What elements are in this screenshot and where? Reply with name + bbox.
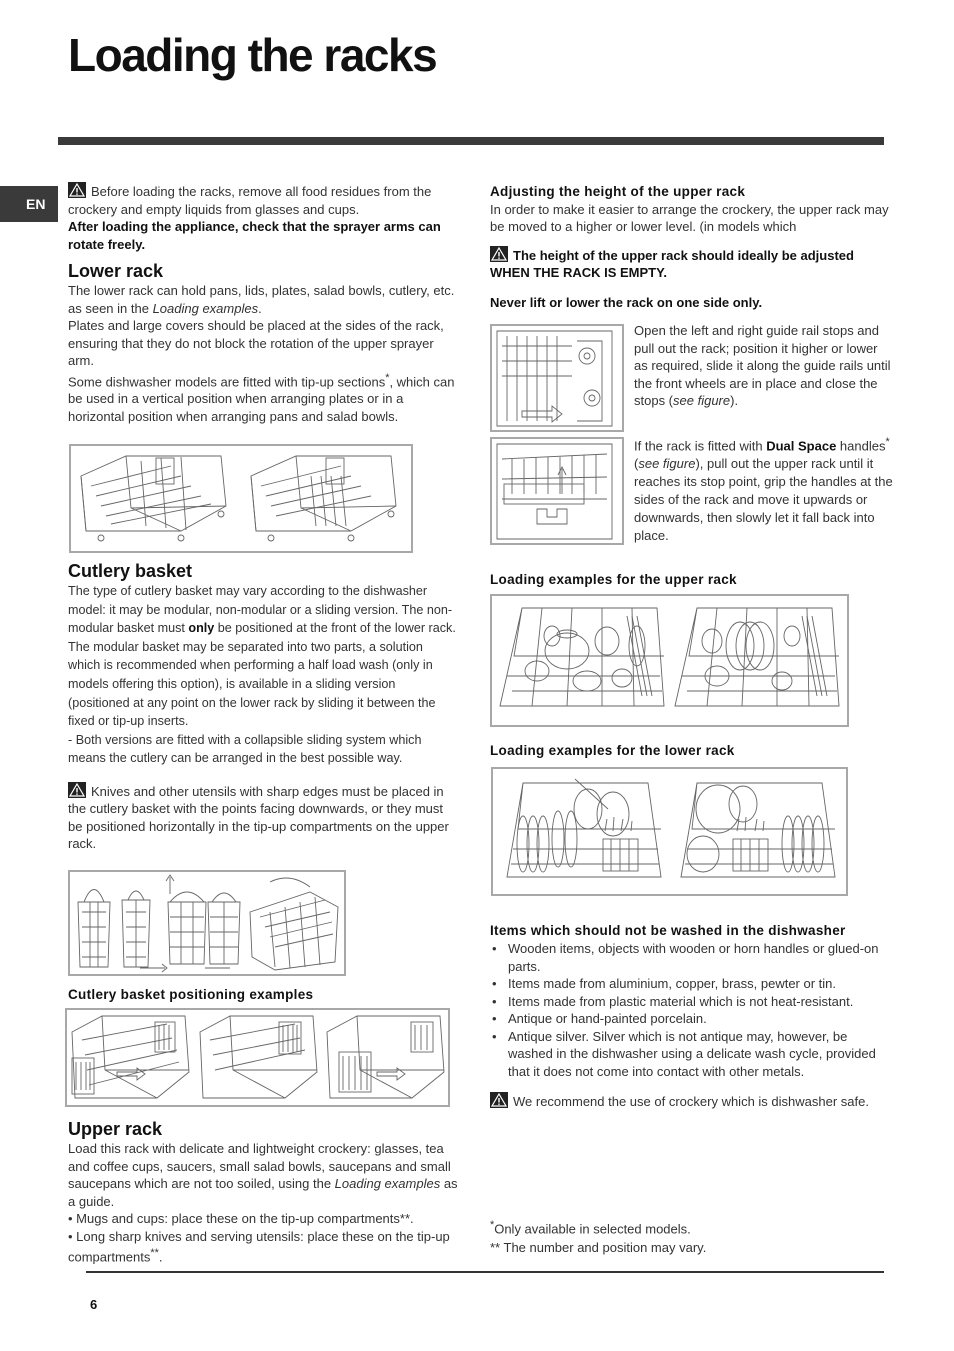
cutlery-text: The modular basket may be separated into two parts, a solution which is recommended when performing a half load wash (only in models offering this option), is available in a sliding version (positioned at any point on the lower rack by sliding it between the fixed or tip-up inserts. bbox=[68, 639, 436, 729]
footnote-text: The number and position may vary. bbox=[500, 1240, 707, 1256]
warning-triangle-icon bbox=[68, 182, 86, 198]
list-item: • Wooden items, objects with wooden or horn handles or glued-on parts. bbox=[490, 940, 890, 975]
upper-rack-heading: Upper rack bbox=[68, 1119, 163, 1139]
lower-rack-figure bbox=[69, 444, 413, 553]
cutlery-bold: only bbox=[188, 621, 215, 636]
adjust-fig2-text: handles bbox=[836, 438, 886, 454]
cutlery-warning: Knives and other utensils with sharp edges must be placed in the cutlery basket with the points facing downwards, or they must be positioned horizontally in the tip-up compartments on the upper rack. bbox=[68, 783, 449, 852]
footer-rule bbox=[86, 1271, 884, 1273]
adjust-fig2-em: see figure bbox=[638, 456, 696, 472]
dual-space-text bbox=[634, 433, 894, 545]
upper-rack-em: Loading examples bbox=[334, 1176, 441, 1191]
lower-rack-examples-figure bbox=[491, 767, 848, 896]
warning-triangle-icon bbox=[490, 246, 508, 262]
loading-lower-heading-wrap bbox=[490, 742, 890, 760]
not-washed-list bbox=[490, 940, 890, 1080]
footnote-star: * bbox=[885, 436, 890, 448]
lower-rack-text: Some dishwasher models are fitted with tip-up sections bbox=[68, 373, 386, 389]
adjust-fig2-bold: Dual Space bbox=[766, 438, 837, 454]
upper-rack-text: Load this rack with delicate and lightweight crockery: glasses, tea and coffee cups, saucers, small salad bowls, saucepans and small saucepans which are not too soiled, using the bbox=[68, 1141, 451, 1191]
list-item: • Antique or hand-painted porcelain. bbox=[490, 1010, 890, 1028]
adjust-text: In order to make it easier to arrange the crockery, the upper rack may be moved to a higher or lower level. (in models which bbox=[490, 201, 889, 234]
adjust-fig1-em: see figure bbox=[673, 393, 731, 408]
adjust-section bbox=[490, 183, 890, 311]
cutlery-section bbox=[68, 560, 458, 853]
warning-triangle-icon bbox=[68, 782, 86, 798]
cutlery-heading: Cutlery basket bbox=[68, 561, 193, 581]
upper-rack-bullet: • Long sharp knives and serving utensils: place these on the tip-up compartments bbox=[68, 1228, 450, 1265]
language-tab: EN bbox=[0, 186, 58, 222]
footnote-star: * bbox=[385, 371, 390, 384]
cutlery-text: be positioned at the front of the lower rack. bbox=[214, 621, 456, 636]
lower-rack-heading: Lower rack bbox=[68, 261, 164, 281]
adjust-warning: The height of the upper rack should ideally be adjusted WHEN THE RACK IS EMPTY. bbox=[490, 247, 854, 280]
footnote-text: Only available in selected models. bbox=[494, 1221, 691, 1237]
intro-block bbox=[68, 182, 456, 253]
lower-rack-section bbox=[68, 260, 458, 425]
list-item: • Antique silver. Silver which is not antique may, however, be washed in the dishwasher using a delicate wash cycle, provided that it does not come into contact with other metals. bbox=[490, 1028, 890, 1081]
recommend-text: We recommend the use of crockery which is dishwasher safe. bbox=[513, 1094, 869, 1109]
adjust-never: Never lift or lower the rack on one side only. bbox=[490, 294, 763, 310]
adjust-fig1-text: Open the left and right guide rail stops and pull out the rack; position it higher or lower as required, slide it along the guide rails until the front wheels are in place and close the stops ( bbox=[634, 323, 891, 408]
dual-space-figure bbox=[490, 437, 624, 545]
not-washed-heading: Items which should not be washed in the dishwasher bbox=[490, 923, 846, 938]
rail-stop-text bbox=[634, 322, 894, 410]
adjust-fig2-text: If the rack is fitted with bbox=[634, 438, 767, 454]
list-item: • Items made from plastic material which is not heat-resistant. bbox=[490, 993, 890, 1011]
adjust-fig2-text: ( bbox=[634, 456, 639, 472]
cutlery-text: - Both versions are fitted with a collapsible sliding system which means the cutlery can be arranged in the best possible way. bbox=[68, 732, 422, 766]
page-title: Loading the racks bbox=[68, 29, 437, 81]
footnote-star: ** bbox=[150, 1247, 159, 1259]
footnotes bbox=[490, 1216, 890, 1257]
header-rule bbox=[58, 137, 884, 145]
lower-rack-text: The lower rack can hold pans, lids, plates, salad bowls, cutlery, etc. as seen in the bbox=[68, 283, 455, 316]
cutlery-basket-figure bbox=[68, 870, 346, 976]
rail-stop-figure bbox=[490, 324, 624, 432]
cutlery-examples-heading: Cutlery basket positioning examples bbox=[68, 987, 314, 1002]
not-washed-section bbox=[490, 921, 890, 1111]
adjust-fig1-text: ). bbox=[730, 393, 739, 408]
upper-rack-examples-figure bbox=[490, 594, 849, 727]
adjust-fig2-text: ), pull out the upper rack until it reaches its stop point, grip the handles at the sides of the rack and move it upwards or downwards, then slowly let it fall back into place. bbox=[634, 456, 893, 544]
footnote-star: * bbox=[490, 1219, 495, 1231]
page-number: 6 bbox=[90, 1297, 98, 1312]
loading-upper-heading-wrap bbox=[490, 571, 890, 589]
intro-text: Before loading the racks, remove all food residues from the crockery and empty liquids from glasses and cups. bbox=[68, 184, 432, 217]
adjust-heading: Adjusting the height of the upper rack bbox=[490, 184, 746, 199]
upper-rack-bullet: • Mugs and cups: place these on the tip-up compartments**. bbox=[68, 1211, 414, 1226]
loading-lower-heading: Loading examples for the lower rack bbox=[490, 743, 735, 758]
intro-bold: After loading the appliance, check that the sprayer arms can rotate freely. bbox=[68, 219, 441, 252]
upper-rack-bullet: . bbox=[158, 1249, 163, 1265]
upper-rack-text: as a guide. bbox=[68, 1176, 458, 1209]
lower-rack-text: Plates and large covers should be placed at the sides of the rack, ensuring that they do not block the rotation of the upper sprayer arm. bbox=[68, 318, 444, 368]
cutlery-positioning-figure bbox=[65, 1008, 450, 1107]
cutlery-examples-heading-wrap bbox=[68, 986, 458, 1004]
lower-rack-em: Loading examples bbox=[152, 300, 259, 316]
footnote-star: ** bbox=[490, 1240, 501, 1256]
cutlery-text: The type of cutlery basket may vary according to the dishwasher model: it may be modular, non-modular or a sliding version. The non-modular basket must bbox=[68, 584, 453, 636]
warning-triangle-icon bbox=[490, 1092, 508, 1108]
lower-rack-text: , which can be used in a vertical position when arranging plates or in a horizontal position when arranging pans and salad bowls. bbox=[68, 373, 455, 424]
lower-rack-text: . bbox=[258, 300, 262, 316]
list-item: • Items made from aluminium, copper, brass, pewter or tin. bbox=[490, 975, 890, 993]
loading-upper-heading: Loading examples for the upper rack bbox=[490, 572, 737, 587]
upper-rack-section bbox=[68, 1118, 460, 1266]
